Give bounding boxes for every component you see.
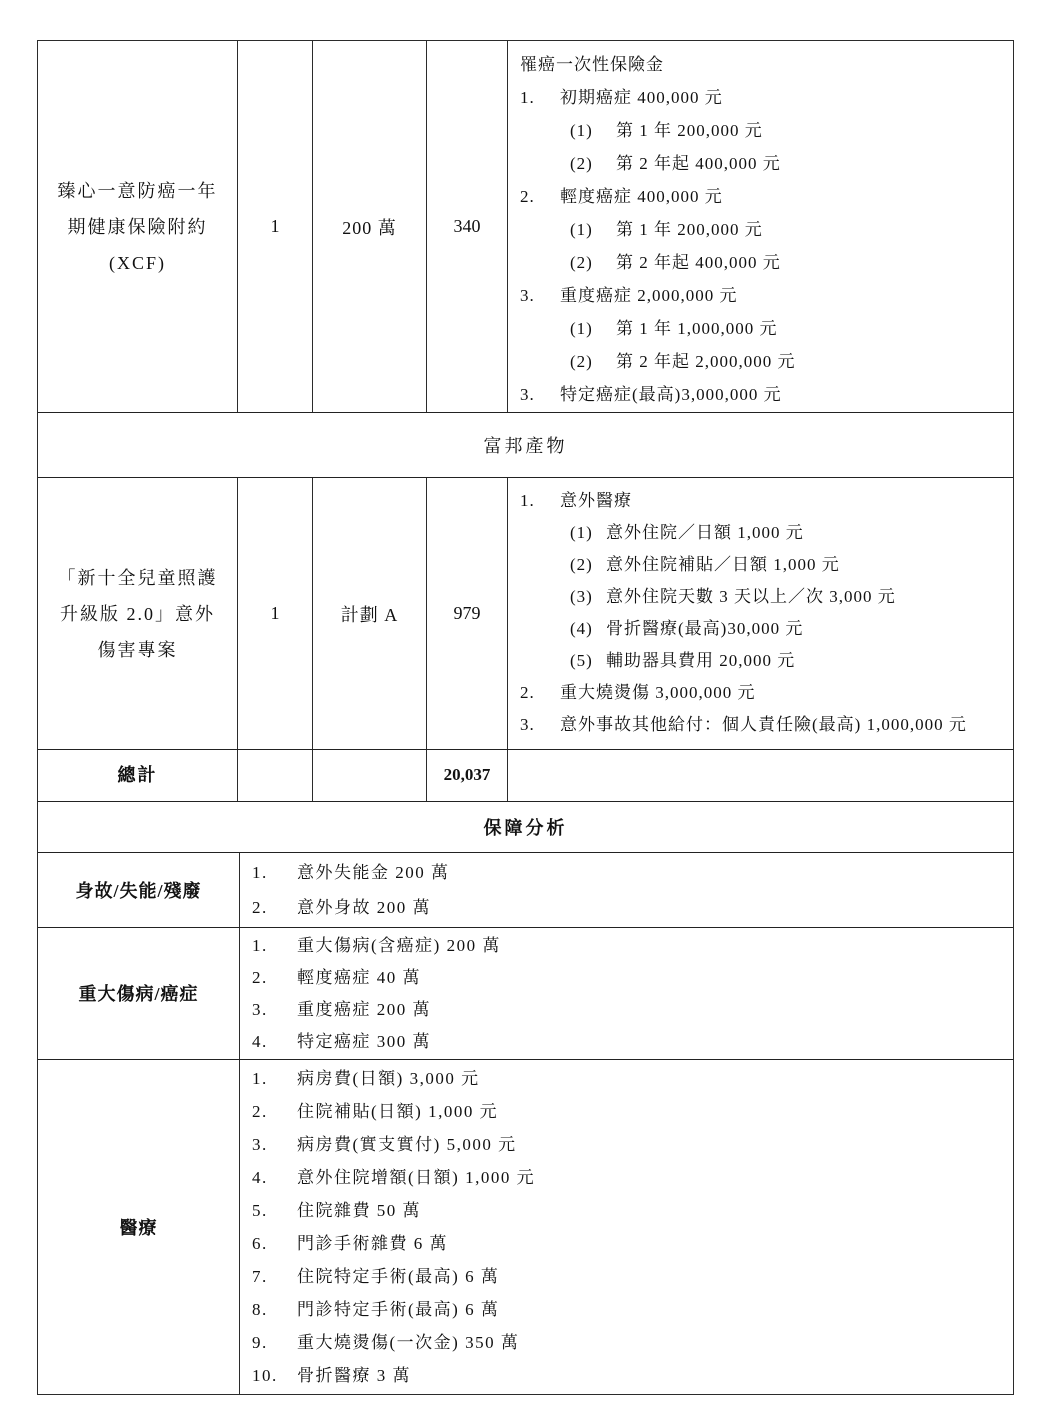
- analysis-item: [252, 1194, 1005, 1227]
- benefit-item: [520, 709, 1005, 741]
- analysis-item-text: 意外住院增額(日額) 1,000 元: [297, 1167, 536, 1187]
- benefit-item-text: 輕度癌症 400,000 元: [560, 187, 723, 206]
- benefit-item-text: 特定癌症(最高)3,000,000 元: [560, 385, 782, 404]
- benefit-item-text: 第 2 年起 400,000 元: [616, 154, 781, 173]
- total-label: 總計: [38, 750, 238, 801]
- product-premium: 979: [427, 478, 508, 749]
- product-row-cancer-rider: [38, 41, 1013, 413]
- analysis-item-text: 輕度癌症 40 萬: [297, 967, 421, 987]
- benefit-item: [570, 345, 1005, 378]
- analysis-item-number: 3.: [252, 999, 268, 1019]
- analysis-item-number: 10.: [252, 1365, 278, 1385]
- benefit-item-text: 第 2 年起 400,000 元: [616, 253, 781, 272]
- analysis-item-number: 2.: [252, 1101, 268, 1121]
- analysis-item-text: 意外失能金 200 萬: [297, 862, 450, 882]
- benefit-item-number: 2.: [520, 187, 535, 206]
- benefit-item: [570, 549, 1005, 581]
- benefit-item: [570, 246, 1005, 279]
- benefit-item: [520, 180, 1005, 213]
- analysis-item-number: 2.: [252, 897, 268, 917]
- analysis-item-text: 住院特定手術(最高) 6 萬: [297, 1266, 500, 1286]
- benefit-item: [570, 114, 1005, 147]
- analysis-item-list: [240, 928, 1013, 1059]
- benefit-item-text: 輔助器具費用 20,000 元: [606, 651, 796, 671]
- benefit-item-number: (1): [570, 523, 593, 543]
- benefits-list: [520, 81, 1005, 411]
- benefit-item-text: 意外住院天數 3 天以上／次 3,000 元: [606, 587, 896, 607]
- benefit-item-text: 第 2 年起 2,000,000 元: [616, 352, 796, 371]
- benefit-item: [570, 613, 1005, 645]
- benefit-item-text: 第 1 年 200,000 元: [616, 220, 763, 239]
- benefit-item: [520, 81, 1005, 114]
- analysis-item-number: 4.: [252, 1167, 268, 1187]
- analysis-item: [252, 1359, 1005, 1392]
- benefit-item-number: 3.: [520, 715, 535, 735]
- analysis-category-label: 身故/失能/殘廢: [38, 853, 240, 927]
- benefit-item-text: 骨折醫療(最高)30,000 元: [606, 619, 804, 639]
- analysis-item-number: 2.: [252, 967, 268, 987]
- total-premium: 20,037: [427, 750, 508, 801]
- benefit-item: [570, 581, 1005, 613]
- analysis-item-text: 住院補貼(日額) 1,000 元: [297, 1101, 499, 1121]
- analysis-item-number: 6.: [252, 1233, 268, 1253]
- insurance-plan-table: [37, 40, 1014, 1395]
- analysis-item: [252, 1062, 1005, 1095]
- analysis-row-medical: [38, 1060, 1013, 1395]
- product-quantity: 1: [238, 478, 313, 749]
- analysis-item-number: 3.: [252, 1134, 268, 1154]
- benefit-item-number: 1.: [520, 491, 535, 511]
- analysis-item-number: 7.: [252, 1266, 268, 1286]
- benefit-item-number: (2): [570, 253, 593, 272]
- analysis-item: [252, 1128, 1005, 1161]
- analysis-item-text: 住院雜費 50 萬: [297, 1200, 421, 1220]
- benefit-item-number: (2): [570, 154, 593, 173]
- benefit-item-number: 2.: [520, 683, 535, 703]
- total-amount-empty: [313, 750, 427, 801]
- analysis-row-death-disability: [38, 853, 1013, 928]
- analysis-item: [252, 962, 1005, 994]
- benefit-item-text: 初期癌症 400,000 元: [560, 88, 723, 107]
- analysis-category-label: 醫療: [38, 1060, 240, 1395]
- analysis-row-major-illness-cancer: [38, 928, 1013, 1060]
- product-name: 「新十全兒童照護升級版 2.0」意外傷害專案: [38, 478, 238, 749]
- analysis-item-number: 1.: [252, 1068, 268, 1088]
- analysis-item: [252, 890, 1005, 925]
- analysis-item: [252, 1026, 1005, 1058]
- analysis-section-header: 保障分析: [38, 802, 1013, 853]
- benefit-item-text: 意外住院補貼／日額 1,000 元: [606, 555, 840, 575]
- insurer-section-band: 富邦產物: [38, 413, 1013, 478]
- benefit-item-number: 3.: [520, 385, 535, 404]
- analysis-item-number: 1.: [252, 862, 268, 882]
- benefit-item: [520, 279, 1005, 312]
- analysis-item: [252, 1293, 1005, 1326]
- analysis-item: [252, 1260, 1005, 1293]
- analysis-item: [252, 994, 1005, 1026]
- benefit-item: [520, 485, 1005, 517]
- benefit-item: [570, 645, 1005, 677]
- benefit-item: [570, 517, 1005, 549]
- benefit-item-number: (4): [570, 619, 593, 639]
- analysis-item-text: 重大燒燙傷(一次金) 350 萬: [297, 1332, 520, 1352]
- benefit-item-number: (3): [570, 587, 593, 607]
- benefit-item: [520, 677, 1005, 709]
- analysis-item-list: [240, 853, 1013, 927]
- benefit-item-number: (2): [570, 352, 593, 371]
- benefit-item-number: 1.: [520, 88, 535, 107]
- total-benefits-empty: [508, 750, 1013, 801]
- benefit-item-number: 3.: [520, 286, 535, 305]
- benefit-item: [570, 312, 1005, 345]
- product-benefits-cell: [508, 478, 1013, 749]
- benefits-list: [520, 485, 1005, 741]
- benefit-item-number: (1): [570, 220, 593, 239]
- benefit-item-number: (2): [570, 555, 593, 575]
- benefit-item-text: 重大燒燙傷 3,000,000 元: [560, 683, 756, 703]
- product-quantity: 1: [238, 41, 313, 412]
- analysis-item-number: 4.: [252, 1031, 268, 1051]
- analysis-item-number: 8.: [252, 1299, 268, 1319]
- analysis-item-text: 病房費(日額) 3,000 元: [297, 1068, 480, 1088]
- total-quantity-empty: [238, 750, 313, 801]
- analysis-item-text: 門診手術雜費 6 萬: [297, 1233, 448, 1253]
- benefit-item: [520, 378, 1005, 411]
- analysis-item: [252, 930, 1005, 962]
- product-coverage-amount: 200 萬: [313, 41, 427, 412]
- analysis-item: [252, 1227, 1005, 1260]
- analysis-item-text: 特定癌症 300 萬: [297, 1031, 431, 1051]
- benefit-item-number: (5): [570, 651, 593, 671]
- benefit-item-text: 意外住院／日額 1,000 元: [606, 523, 804, 543]
- analysis-item-number: 5.: [252, 1200, 268, 1220]
- benefit-item-text: 意外醫療: [560, 491, 632, 511]
- analysis-item: [252, 1326, 1005, 1359]
- analysis-category-label: 重大傷病/癌症: [38, 928, 240, 1059]
- product-row-child-accident: [38, 478, 1013, 750]
- benefits-title: 罹癌一次性保險金: [520, 55, 664, 74]
- benefit-item-number: (1): [570, 319, 593, 338]
- analysis-item-text: 病房費(實支實付) 5,000 元: [297, 1134, 517, 1154]
- analysis-item: [252, 1095, 1005, 1128]
- benefit-item: [570, 213, 1005, 246]
- analysis-item: [252, 855, 1005, 890]
- analysis-item-text: 重大傷病(含癌症) 200 萬: [297, 935, 501, 955]
- analysis-item: [252, 1161, 1005, 1194]
- benefit-item-text: 第 1 年 1,000,000 元: [616, 319, 778, 338]
- analysis-item-number: 9.: [252, 1332, 268, 1352]
- benefit-item-number: (1): [570, 121, 593, 140]
- analysis-item-text: 骨折醫療 3 萬: [297, 1365, 411, 1385]
- analysis-item-number: 1.: [252, 935, 268, 955]
- analysis-item-text: 意外身故 200 萬: [297, 897, 431, 917]
- benefit-item-text: 重度癌症 2,000,000 元: [560, 286, 738, 305]
- product-name: 臻心一意防癌一年期健康保險附約 (XCF): [38, 41, 238, 412]
- benefit-item-text: 意外事故其他給付：個人責任險(最高) 1,000,000 元: [560, 715, 967, 735]
- analysis-item-text: 門診特定手術(最高) 6 萬: [297, 1299, 500, 1319]
- product-premium: 340: [427, 41, 508, 412]
- benefit-item-text: 第 1 年 200,000 元: [616, 121, 763, 140]
- product-coverage-amount: 計劃 A: [313, 478, 427, 749]
- analysis-item-list: [240, 1060, 1013, 1395]
- benefit-item: [570, 147, 1005, 180]
- analysis-item-text: 重度癌症 200 萬: [297, 999, 431, 1019]
- total-row: [38, 750, 1013, 802]
- product-benefits-cell: [508, 41, 1013, 412]
